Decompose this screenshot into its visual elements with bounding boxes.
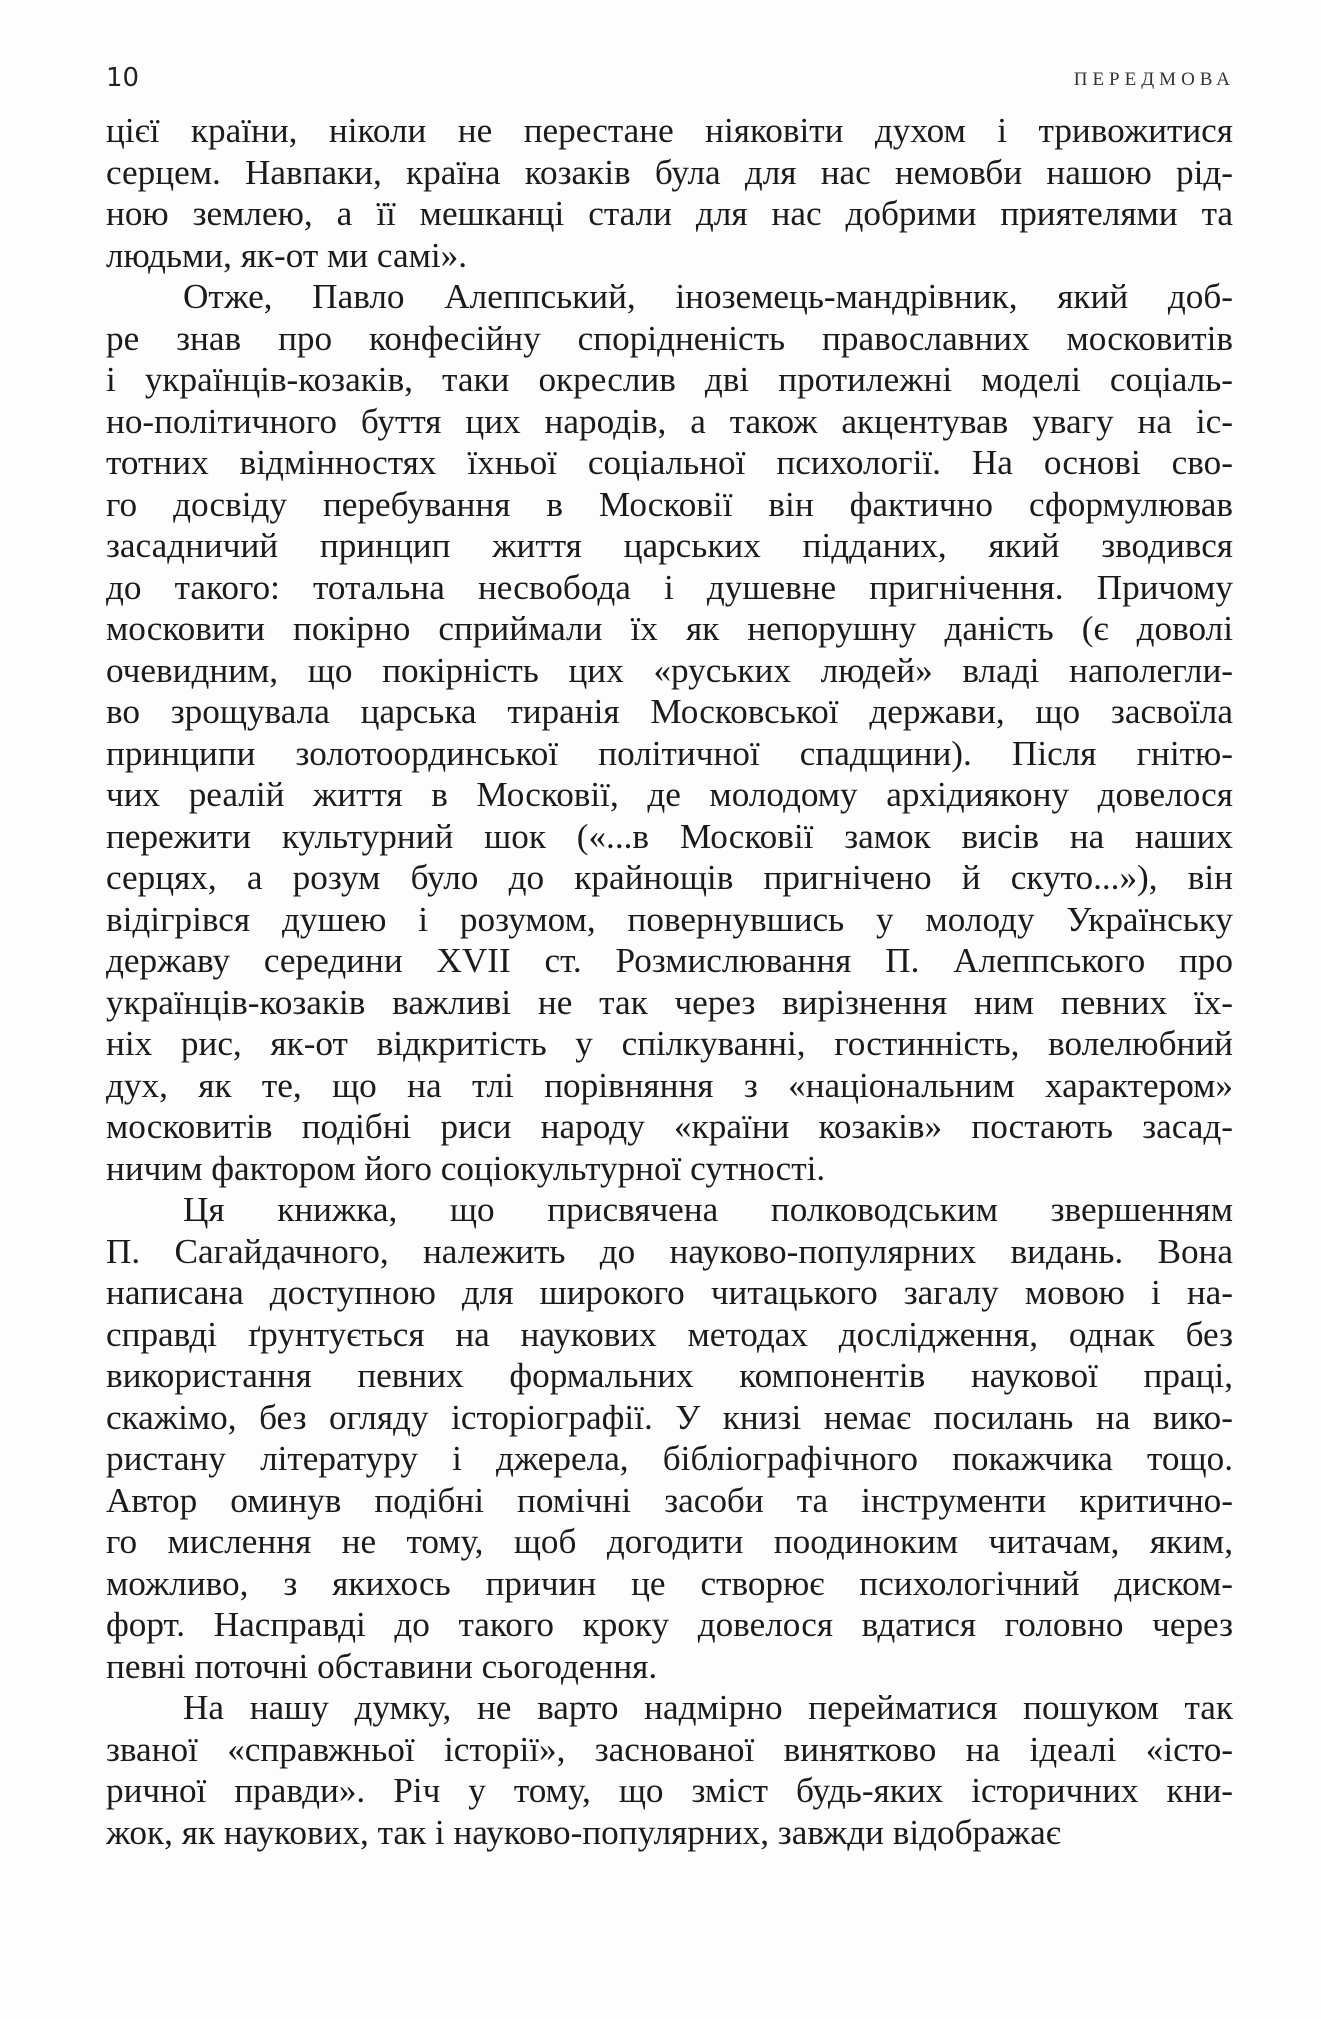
text-line: чих реалій життя в Московії, де молодому архідиякону довелося: [106, 775, 1233, 814]
text-line: державу середини XVII ст. Розмислювання П. Алеппського про: [106, 941, 1233, 980]
text-line: тотних відмінностях їхньої соціальної психології. На основі сво-: [106, 443, 1233, 482]
text-line: го досвіду перебування в Московії він фактично сформулював: [106, 484, 1233, 524]
text-line: ничим фактором його соціокультурної сутності.: [106, 1148, 826, 1188]
text-line: во зрощувала царська тиранія Московської держави, що засвоїла: [106, 692, 1233, 731]
text-line: відігрівся душею і розумом, повернувшись у молоду Українську: [106, 899, 1233, 939]
body-text: [106, 110, 1233, 1853]
text-line: ніх рис, як-от відкритість у спілкуванні, гостинність, волелюбний: [106, 1024, 1233, 1063]
text-line: На нашу думку, не варто надмірно перейматися пошуком так: [183, 1688, 1233, 1727]
text-line: і українців-козаків, таки окреслив дві протилежні моделі соціаль-: [106, 360, 1233, 399]
paragraph: [106, 1687, 1233, 1853]
running-head: ПЕРЕДМОВА: [1073, 69, 1235, 90]
page-number: 10: [106, 63, 140, 93]
text-line: українців-козаків важливі не так через вирізнення ним певних їх-: [106, 982, 1233, 1022]
text-line: написана доступною для широкого читацького загалу мовою і на-: [106, 1273, 1233, 1312]
text-line: званої «справжньої історії», заснованої винятково на ідеалі «істо-: [106, 1729, 1233, 1769]
text-line: до такого: тотальна несвобода і душевне пригнічення. Причому: [106, 567, 1233, 607]
text-line: московити покірно сприймали їх як непорушну даність (є доволі: [106, 609, 1233, 648]
text-line: людьми, як-от ми самі».: [106, 235, 467, 275]
text-line: певні поточні обставини сьогодення.: [106, 1646, 658, 1686]
text-line: московитів подібні риси народу «країни козаків» постають засад-: [106, 1107, 1233, 1146]
text-line: го мислення не тому, щоб догодити поодиноким читачам, яким,: [106, 1522, 1233, 1561]
text-line: жок, як наукових, так і науково-популярних, завжди відображає: [106, 1812, 1061, 1852]
text-line: ричної правди». Річ у тому, що зміст будь-яких історичних кни-: [106, 1771, 1233, 1810]
text-line: дух, як те, що на тлі порівняння з «національним характером»: [106, 1065, 1233, 1105]
text-line: серцях, а розум було до крайнощів пригнічено й скуто...»), він: [106, 858, 1233, 897]
text-line: скажімо, без огляду історіографії. У книзі немає посилань на вико-: [106, 1397, 1233, 1437]
text-line: Ця книжка, що присвячена полководським звершенням: [183, 1190, 1233, 1229]
page-header: [106, 58, 1235, 98]
text-line: принципи золотоординської політичної спадщини). Після гнітю-: [106, 733, 1233, 773]
text-line: ною землею, а її мешканці стали для нас добрими приятелями та: [106, 194, 1233, 233]
text-line: но-політичного буття цих народів, а також акцентував увагу на іс-: [106, 401, 1233, 441]
text-line: форт. Насправді до такого кроку довелося вдатися головно через: [106, 1605, 1233, 1644]
text-line: очевидним, що покірність цих «руських людей» владі наполегли-: [106, 650, 1233, 690]
text-line: цієї країни, ніколи не перестане ніяковіти духом і тривожитися: [106, 111, 1233, 150]
text-line: серцем. Навпаки, країна козаків була для нас немовби нашою рід-: [106, 152, 1233, 192]
text-line: ристану літературу і джерела, бібліографічного покажчика тощо.: [106, 1439, 1233, 1478]
text-line: Отже, Павло Алеппський, іноземець-мандрівник, який доб-: [183, 277, 1233, 316]
text-line: пережити культурний шок («...в Московії замок висів на наших: [106, 816, 1233, 856]
text-line: можливо, з якихось причин це створює психологічний диском-: [106, 1563, 1233, 1603]
text-line: засадничий принцип життя царських підданих, який зводився: [106, 526, 1233, 565]
text-line: ре знав про конфесійну спорідненість православних московитів: [106, 318, 1233, 358]
text-line: справді ґрунтується на наукових методах дослідження, однак без: [106, 1314, 1233, 1354]
paragraph: [106, 276, 1233, 1189]
text-line: П. Сагайдачного, належить до науково-популярних видань. Вона: [106, 1231, 1233, 1271]
text-line: Автор оминув подібні помічні засоби та інструменти критично-: [106, 1480, 1233, 1520]
text-line: використання певних формальних компонентів наукової праці,: [106, 1356, 1233, 1395]
paragraph: [106, 110, 1233, 276]
paragraph: [106, 1189, 1233, 1687]
